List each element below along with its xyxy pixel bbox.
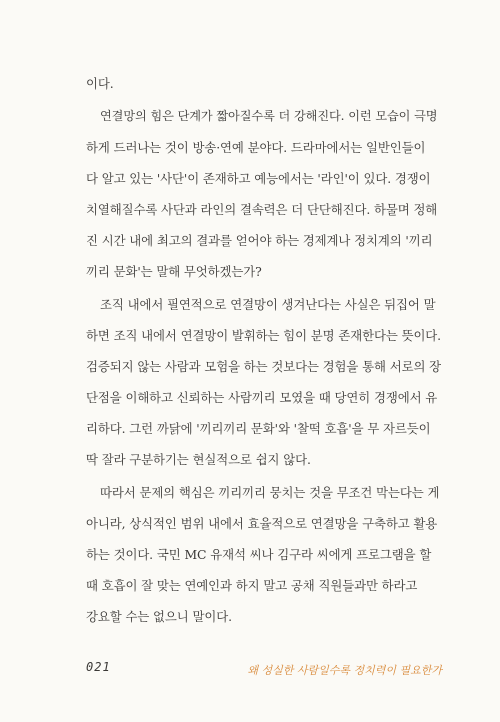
text-line: 이다. [86,76,114,91]
paragraph-first-line: 조직 내에서 필연적으로 연결망이 생겨난다는 사실은 뒤집어 말 [100,297,436,312]
text-line: 하게 드러나는 것이 방송·연예 분야다. 드라마에서는 일반인들이 [86,140,426,155]
page-footer [86,660,442,682]
text-line: 하면 조직 내에서 연결망이 발휘하는 힘이 분명 존재한다는 뜻이다. [86,328,442,343]
text-line: 다 알고 있는 '사단'이 존재하고 예능에서는 '라인'이 있다. 경쟁이 [86,171,431,186]
body-text [86,68,442,632]
text-line: 검증되지 않는 사람과 모험을 하는 것보다는 경험을 통해 서로의 장 [86,359,442,374]
running-title: 왜 성실한 사람일수록 정치력이 필요한가 [247,664,442,677]
text-line: 강요할 수는 없으니 말이다. [86,609,232,624]
text-line: 딱 잘라 구분하기는 현실적으로 쉽지 않다. [86,452,311,467]
page-number: 021 [86,660,111,674]
text-line: 하는 것이다. 국민 MC 유재석 씨나 김구라 씨에게 프로그램을 할 [86,547,432,562]
paragraph-first-line: 연결망의 힘은 단계가 짧아질수록 더 강해진다. 이런 모습이 극명 [100,109,438,123]
text-line: 아니라, 상식적인 범위 내에서 효율적으로 연결망을 구축하고 활용 [86,516,438,531]
text-line: 진 시간 내에 최고의 결과를 얻어야 하는 경제계나 정치계의 '끼리 [86,233,433,248]
text-line: 끼리 문화'는 말해 무엇하겠는가? [86,264,262,279]
paragraph-first-line: 따라서 문제의 핵심은 끼리끼리 뭉치는 것을 무조건 막는다는 게 [100,485,440,500]
text-line: 치열해질수록 사단과 라인의 결속력은 더 단단해진다. 하물며 정해 [86,202,438,217]
text-line: 리하다. 그런 까닭에 '끼리끼리 문화'와 '찰떡 호흡'을 무 자르듯이 [86,421,431,436]
text-line: 단점을 이해하고 신뢰하는 사람끼리 모였을 때 당연히 경쟁에서 유 [86,390,438,405]
text-line: 때 호흡이 잘 맞는 연예인과 하지 말고 공채 직원들과만 하라고 [86,578,418,593]
